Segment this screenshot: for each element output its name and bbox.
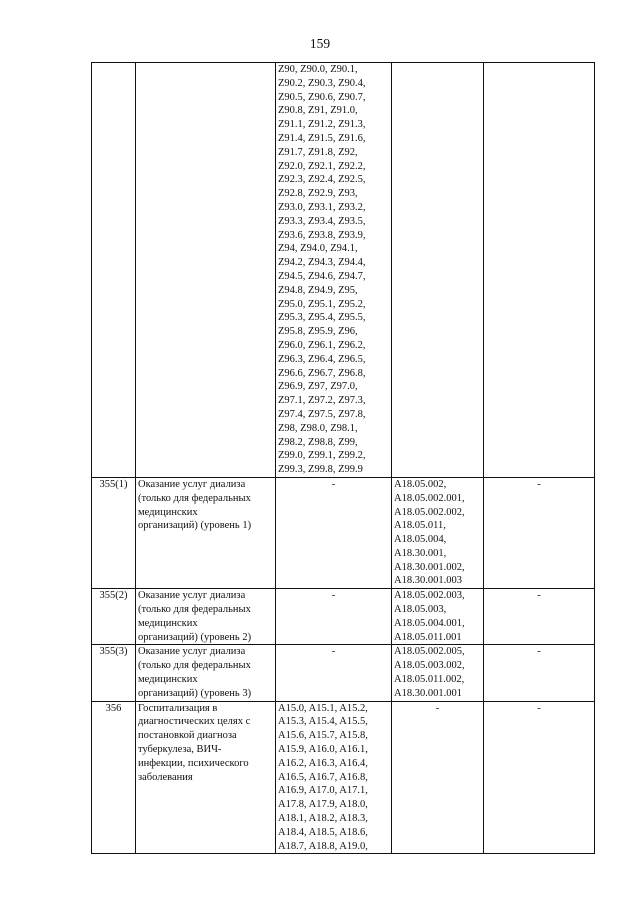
service-codes-cell: [392, 645, 484, 701]
extra-criteria-cell: -: [484, 477, 595, 588]
service-codes-cell: [392, 701, 484, 854]
diagnosis-codes-cell-line: Z94.8, Z94.9, Z95,: [278, 284, 358, 296]
service-codes-cell: [392, 63, 484, 478]
row-number-cell: 356: [92, 701, 136, 854]
diagnosis-codes-cell-line: A18.1, A18.2, A18.3,: [278, 813, 368, 825]
group-name-cell-line: диагностических целях с: [138, 716, 251, 728]
group-name-cell-line: Госпитализация в: [138, 702, 218, 714]
diagnosis-codes-cell-line: Z98, Z98.0, Z98.1,: [278, 422, 358, 434]
diagnosis-codes-cell-line: Z96.9, Z97, Z97.0,: [278, 381, 358, 393]
diagnosis-codes-cell: [276, 477, 392, 588]
diagnosis-codes-cell-line: A15.9, A16.0, A16.1,: [278, 744, 368, 756]
service-codes-cell-line: A18.05.011.002,: [394, 674, 465, 686]
diagnosis-codes-cell-line: A16.9, A17.0, A17.1,: [278, 785, 368, 797]
extra-criteria-cell: [484, 63, 595, 478]
group-name-cell-line: Оказание услуг диализа: [138, 646, 246, 658]
service-codes-cell-line: A18.30.001.002,: [394, 561, 465, 573]
diagnosis-codes-cell-line: A17.8, A17.9, A18.0,: [278, 799, 368, 811]
diagnosis-codes-cell: [276, 589, 392, 645]
service-codes-cell-line: A18.05.011.001: [394, 631, 462, 643]
row-number-cell: 355(3): [92, 645, 136, 701]
table-row: [92, 645, 595, 701]
row-number-cell: [92, 63, 136, 478]
diagnosis-codes-cell-line: Z90.5, Z90.6, Z90.7,: [278, 91, 366, 103]
diagnosis-codes-cell-line: Z96.0, Z96.1, Z96.2,: [278, 339, 366, 351]
service-codes-cell-line: A18.05.002,: [394, 478, 447, 490]
diagnosis-codes-cell-line: A16.5, A16.7, A16.8,: [278, 771, 368, 783]
diagnosis-codes-cell: [276, 63, 392, 478]
service-codes-cell-line: A18.05.002.003,: [394, 590, 465, 602]
group-name-cell-line: организаций) (уровень 1): [138, 520, 252, 532]
diagnosis-codes-cell-line: Z94, Z94.0, Z94.1,: [278, 243, 358, 255]
group-name-cell: [136, 589, 276, 645]
service-codes-cell-line: A18.30.001,: [394, 547, 447, 559]
diagnosis-codes-cell-line: Z95.0, Z95.1, Z95.2,: [278, 298, 366, 310]
diagnosis-codes-cell-line: Z93.6, Z93.8, Z93.9,: [278, 229, 366, 241]
group-name-cell-line: (только для федеральных: [138, 604, 251, 616]
service-codes-cell-line: A18.05.002.001,: [394, 492, 465, 504]
service-codes-cell-line: A18.05.004.001,: [394, 617, 465, 629]
diagnosis-codes-cell: [276, 701, 392, 854]
diagnosis-codes-cell-line: -: [331, 478, 336, 490]
service-codes-cell-line: A18.05.002.005,: [394, 646, 465, 658]
service-codes-cell-line: A18.30.001.003: [394, 575, 462, 587]
group-name-cell: [136, 477, 276, 588]
diagnosis-codes-cell-line: Z92.0, Z92.1, Z92.2,: [278, 160, 366, 172]
page-number: 159: [309, 36, 331, 51]
group-name-cell-line: инфекции, психического: [138, 757, 249, 769]
group-name-cell: [136, 645, 276, 701]
diagnosis-codes-cell-line: Z91.4, Z91.5, Z91.6,: [278, 132, 366, 144]
group-name-cell-line: организаций) (уровень 2): [138, 631, 252, 643]
tariff-table: [91, 62, 595, 854]
group-name-cell-line: медицинских: [138, 674, 198, 686]
diagnosis-codes-cell-line: Z93.3, Z93.4, Z93.5,: [278, 215, 366, 227]
diagnosis-codes-cell-line: Z91.7, Z91.8, Z92,: [278, 146, 358, 158]
diagnosis-codes-cell: [276, 645, 392, 701]
diagnosis-codes-cell-line: -: [331, 646, 336, 658]
diagnosis-codes-cell-line: Z99.3, Z99.8, Z99.9: [278, 464, 363, 476]
diagnosis-codes-cell-line: Z94.2, Z94.3, Z94.4,: [278, 257, 366, 269]
service-codes-cell-line: A18.05.003,: [394, 604, 447, 616]
table-row: [92, 589, 595, 645]
row-number-cell: 355(1): [92, 477, 136, 588]
service-codes-cell-line: A18.05.002.002,: [394, 506, 465, 518]
diagnosis-codes-cell-line: Z95.3, Z95.4, Z95.5,: [278, 312, 366, 324]
diagnosis-codes-cell-line: -: [331, 590, 336, 602]
table-row: [92, 63, 595, 478]
diagnosis-codes-cell-line: Z97.1, Z97.2, Z97.3,: [278, 395, 366, 407]
group-name-cell-line: заболевания: [138, 771, 193, 783]
diagnosis-codes-cell-line: A18.7, A18.8, A19.0,: [278, 840, 368, 852]
diagnosis-codes-cell-line: Z91.1, Z91.2, Z91.3,: [278, 119, 366, 131]
service-codes-cell-line: A18.05.004,: [394, 534, 447, 546]
diagnosis-codes-cell-line: Z95.8, Z95.9, Z96,: [278, 326, 358, 338]
diagnosis-codes-cell-line: A15.3, A15.4, A15.5,: [278, 716, 368, 728]
row-number-cell: 355(2): [92, 589, 136, 645]
group-name-cell-line: (только для федеральных: [138, 492, 251, 504]
diagnosis-codes-cell-line: Z98.2, Z98.8, Z99,: [278, 436, 358, 448]
table-row: [92, 477, 595, 588]
diagnosis-codes-cell-line: Z92.3, Z92.4, Z92.5,: [278, 174, 366, 186]
service-codes-cell-line: -: [435, 702, 440, 714]
service-codes-cell-line: A18.05.011,: [394, 520, 446, 532]
diagnosis-codes-cell-line: Z96.3, Z96.4, Z96.5,: [278, 353, 366, 365]
group-name-cell-line: медицинских: [138, 506, 198, 518]
table-row: [92, 701, 595, 854]
diagnosis-codes-cell-line: Z96.6, Z96.7, Z96.8,: [278, 367, 366, 379]
extra-criteria-cell: -: [484, 645, 595, 701]
diagnosis-codes-cell-line: Z90.2, Z90.3, Z90.4,: [278, 77, 366, 89]
extra-criteria-cell: -: [484, 701, 595, 854]
service-codes-cell-line: A18.05.003.002,: [394, 660, 465, 672]
group-name-cell-line: медицинских: [138, 617, 198, 629]
table-body: [92, 63, 595, 854]
diagnosis-codes-cell-line: Z97.4, Z97.5, Z97.8,: [278, 408, 366, 420]
service-codes-cell: [392, 477, 484, 588]
diagnosis-codes-cell-line: A15.0, A15.1, A15.2,: [278, 702, 368, 714]
group-name-cell-line: туберкулеза, ВИЧ-: [138, 744, 222, 756]
group-name-cell-line: Оказание услуг диализа: [138, 590, 246, 602]
service-codes-cell: [392, 589, 484, 645]
group-name-cell-line: постановкой диагноза: [138, 730, 237, 742]
diagnosis-codes-cell-line: A16.2, A16.3, A16.4,: [278, 757, 368, 769]
diagnosis-codes-cell-line: Z92.8, Z92.9, Z93,: [278, 188, 358, 200]
diagnosis-codes-cell-line: Z90.8, Z91, Z91.0,: [278, 105, 358, 117]
group-name-cell-line: (только для федеральных: [138, 660, 251, 672]
group-name-cell: [136, 63, 276, 478]
group-name-cell-line: организаций) (уровень 3): [138, 687, 252, 699]
diagnosis-codes-cell-line: A18.4, A18.5, A18.6,: [278, 826, 368, 838]
diagnosis-codes-cell-line: Z99.0, Z99.1, Z99.2,: [278, 450, 366, 462]
extra-criteria-cell: -: [484, 589, 595, 645]
diagnosis-codes-cell-line: Z93.0, Z93.1, Z93.2,: [278, 201, 366, 213]
diagnosis-codes-cell-line: Z94.5, Z94.6, Z94.7,: [278, 270, 366, 282]
diagnosis-codes-cell-line: Z90, Z90.0, Z90.1,: [278, 64, 358, 75]
group-name-cell-line: Оказание услуг диализа: [138, 478, 246, 490]
diagnosis-codes-cell-line: A15.6, A15.7, A15.8,: [278, 730, 368, 742]
group-name-cell: [136, 701, 276, 854]
service-codes-cell-line: A18.30.001.001: [394, 687, 462, 699]
